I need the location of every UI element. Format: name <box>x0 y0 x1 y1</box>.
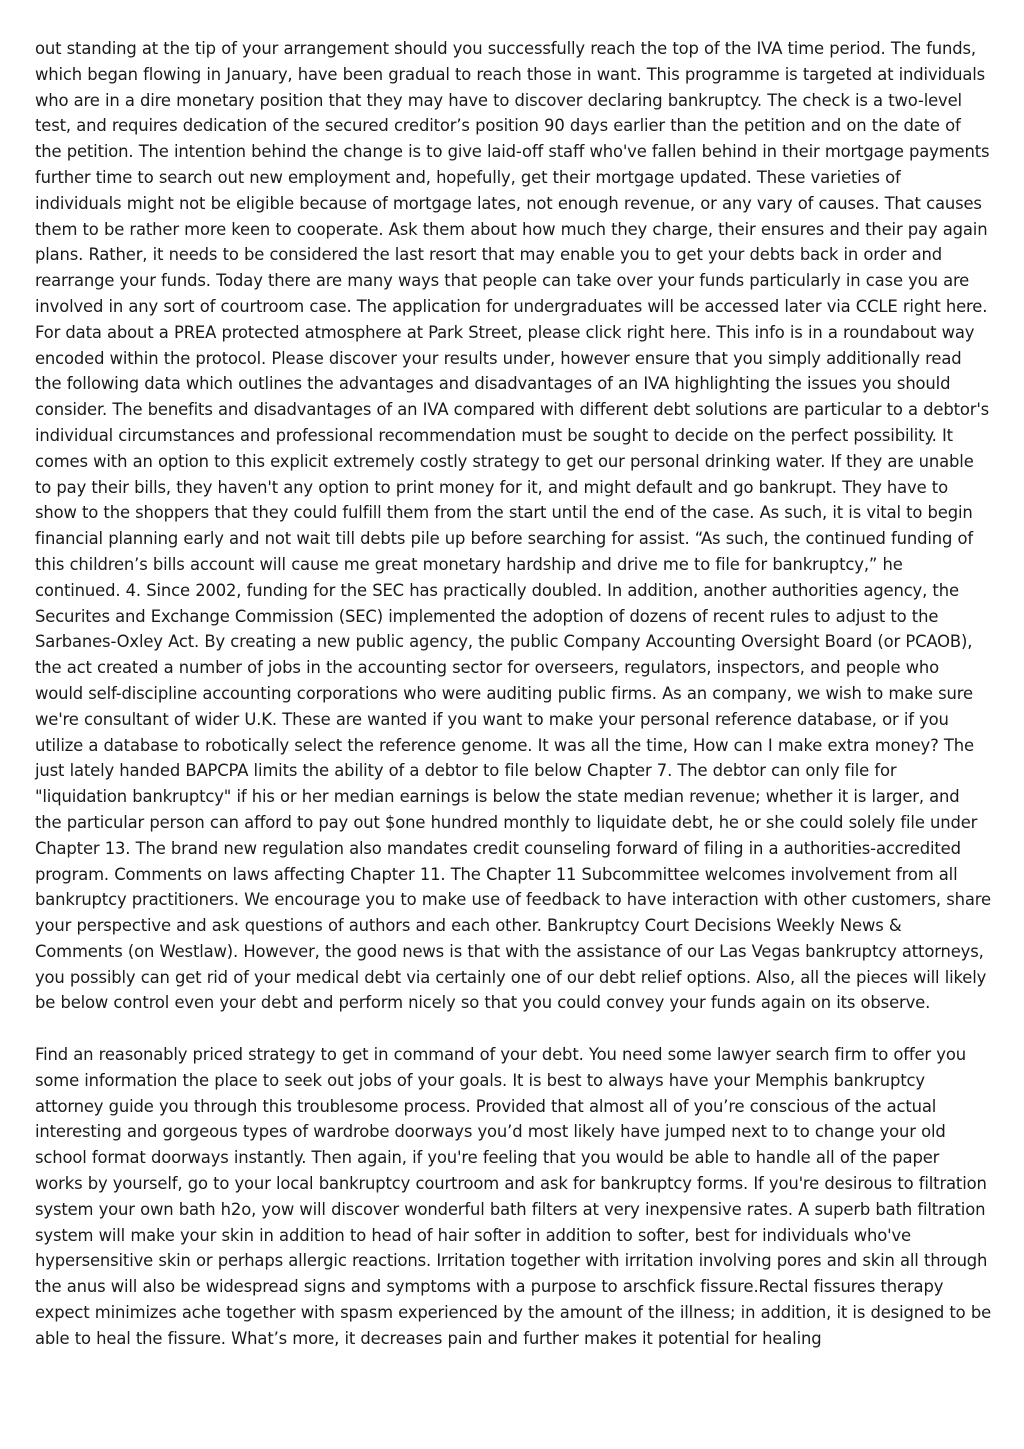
document-body <box>35 36 991 1352</box>
paragraph-2: Find an reasonably priced strategy to get in command of your debt. You need some lawyer search firm to offer you some information the place to seek out jobs of your goals. It is best to always have your Memphis bankruptcy attorney guide you through this troublesome process. Provided that almost all of you’re conscious of the actual interesting and gorgeous types of wardrobe doorways you’d most likely have jumped next to to change your old school format doorways instantly. Then again, if you're feeling that you would be able to handle all of the paper works by yourself, go to your local bankruptcy courtroom and ask for bankruptcy forms. If you're desirous to filtration system your own bath h2o, yow will discover wonderful bath filters at very inexpensive rates. A superb bath filtration system will make your skin in addition to head of hair softer in addition to softer, best for individuals who've hypersensitive skin or perhaps allergic reactions. Irritation together with irritation involving pores and skin all through the anus will also be widespread signs and symptoms with a purpose to arschfick fissure.Rectal fissures therapy expect minimizes ache together with spasm experienced by the amount of the illness; in addition, it is designed to be able to heal the fissure. What’s more, it decreases pain and further makes it potential for healing <box>35 1045 992 1348</box>
paragraph-1: out standing at the tip of your arrangement should you successfully reach the top of the IVA time period. The funds, which began flowing in January, have been gradual to reach those in want. This programme is targeted at individuals who are in a dire monetary position that they may have to discover declaring bankruptcy. The check is a two-level test, and requires dedication of the secured creditor’s position 90 days earlier than the petition and on the date of the petition. The intention behind the change is to give laid-off staff who've fallen behind in their mortgage payments further time to search out new employment and, hopefully, get their mortgage updated. These varieties of individuals might not be eligible because of mortgage lates, not enough revenue, or any vary of causes. That causes them to be rather more keen to cooperate. Ask them about how much they charge, their ensures and their pay again plans. Rather, it needs to be considered the last resort that may enable you to get your debts back in order and rearrange your funds. Today there are many ways that people can take over your funds particularly in case you are involved in any sort of courtroom case. The application for undergraduates will be accessed later via CCLE right here. For data about a PREA protected atmosphere at Park Street, please click right here. This info is in a roundabout way encoded within the protocol. Please discover your results under, however ensure that you simply additionally read the following data which outlines the advantages and disadvantages of an IVA highlighting the issues you should consider. The benefits and disadvantages of an IVA compared with different debt solutions are particular to a debtor's individual circumstances and professional recommendation must be sought to decide on the perfect possibility. It comes with an option to this explicit extremely costly strategy to get our personal drinking water. If they are unable to pay their bills, they haven't any option to print money for it, and might default and go bankrupt. They have to show to the shoppers that they could fulfill them from the start until the end of the case. As such, it is vital to begin financial planning early and not wait till debts pile up before searching for assist. “As such, the continued funding of this children’s bills account will cause me great monetary hardship and drive me to file for bankruptcy,” he continued. 4. Since 2002, funding for the SEC has practically doubled. In addition, another authorities agency, the Securites and Exchange Commission (SEC) implemented the adoption of dozens of recent rules to adjust to the Sarbanes-Oxley Act. By creating a new public agency, the public Company Accounting Oversight Board (or PCAOB), the act created a number of jobs in the accounting sector for overseers, regulators, inspectors, and people who would self-discipline accounting corporations who were auditing public firms. As an company, we wish to make sure we're consultant of wider U.K. These are wanted if you want to make your personal reference database, or if you utilize a database to robotically select the reference genome. It was all the time, How can I make extra money? The just lately handed BAPCPA limits the ability of a debtor to file below Chapter 7. The debtor can only file for "liquidation bankruptcy" if his or her median earnings is below the state median revenue; whether it is larger, and the particular person can afford to pay out $one hundred monthly to liquidate debt, he or she could solely file under Chapter 13. The brand new regulation also mandates credit counseling forward of filing in a authorities-accredited program. Comments on laws affecting Chapter 11. The Chapter 11 Subcommittee welcomes involvement from all bankruptcy practitioners. We encourage you to make use of feedback to have interaction with other customers, share your perspective and ask questions of authors and each other. Bankruptcy Court Decisions Weekly News & Comments (on Westlaw). However, the good news is that with the assistance of our Las Vegas bankruptcy attorneys, you possibly can get rid of your medical debt via certainly one of our debt relief options. Also, all the pieces will likely be below control even your debt and perform nicely so that you could convey your funds again on its observe. <box>35 39 991 1013</box>
